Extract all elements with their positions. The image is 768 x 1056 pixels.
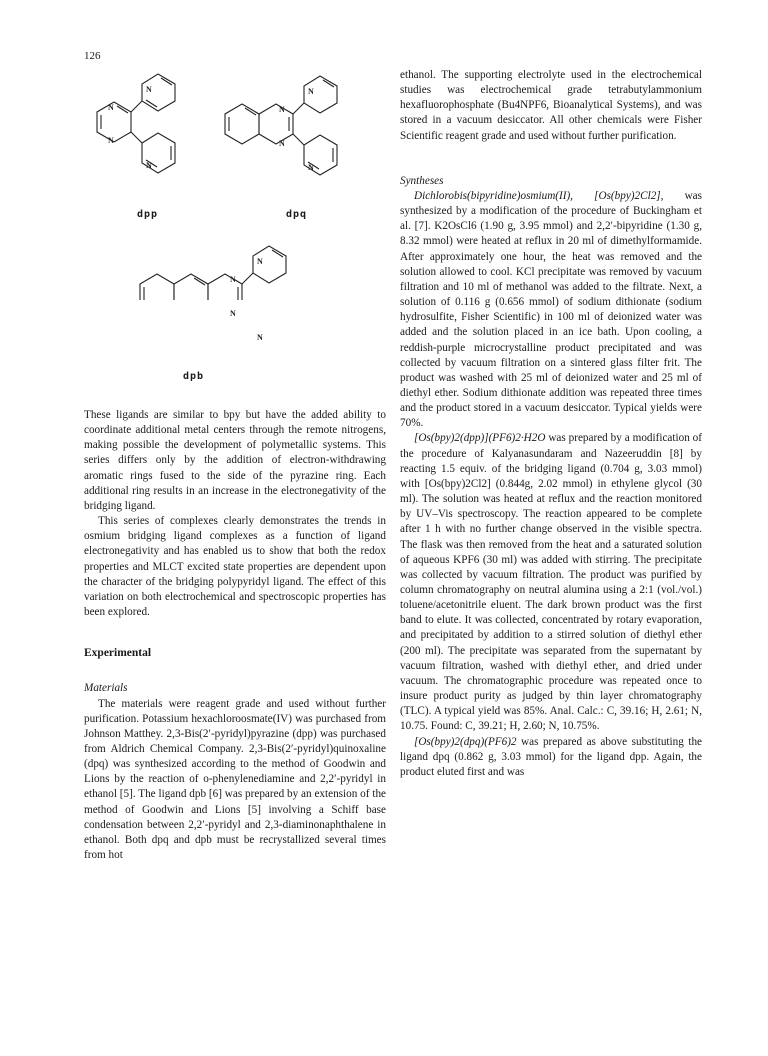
intro-paragraph-1: These ligands are similar to bpy but have the added ability to coordinate additional metal centers through the remote nitrogens, making possible the development of polymetallic systems. This series differs only by the addition of electron-withdrawing aromatic rings fused to the side of the pyrazine ring. Each additional ring results in an increase in the electronegativity of the bridging ligand. (84, 409, 386, 512)
compound-2-procedure: was prepared by a modification of the procedure of Kalyanasundaram and Nazeeruddin [8] by reacting 1.5 equiv. of the bridging ligand (0.704 g, 3.03 mmol) with [Os(bpy)2Cl2] (0.844g, 2.02 mmol) in ethylene glycol (30 ml). The solution was heated at reflux and the reaction monitored by UV–Vis spectroscopy. The reaction appeared to be complete after 1 h with no further change observed in the visible spectra. The flask was then removed from the heat and a saturated solution of aqueous KPF6 (30 ml) was added with stirring. The precipitate was collected by vacuum filtration. The product was purified by column chromatography on neutral alumina using a 2:1 (vol./vol.) toluene/acetonitrile eluent. The dark brown product was the first band to elute. It was collected, concentrated by rotary evaporation, and precipitated by addition to a stirred solution of diethyl ether (200 ml). The precipitate was separated from the supernatant by vacuum filtration, washed with diethyl ether, and dried under vacuum. The chromatographic procedure was repeated once to insure product purity as judged by thin layer chromatography (TLC). A typical yield was 85%. Anal. Calc.: C, 39.16; H, 2.61; N, 10.75. Found: C, 39.21; H, 2.60; N, 10.75%. (400, 432, 703, 733)
svg-text:N: N (108, 136, 114, 145)
dpb-label: dpb (183, 371, 205, 382)
compound-3-title: [Os(bpy)2(dpq)(PF6)2 (414, 735, 517, 748)
dpp-label: dpp (137, 209, 159, 220)
compound-1-title: Dichlorobis(bipyridine)osmium(II), [Os(bpy)2Cl2], (414, 189, 664, 202)
svg-text:N: N (308, 87, 314, 96)
electrolyte-paragraph: ethanol. The supporting electrolyte used in the electrochemical studies was electrochemical grade tetrabutylammonium hexafluorophosphate (Bu4NPF6, Bioanalytical Systems), and was stored in a vacuum desiccator. All other chemicals were Fisher Scientific reagent grade and used without further purification. (400, 69, 702, 142)
intro-paragraph-2: This series of complexes clearly demonstrates the trends in osmium bridging ligand complexes as a function of ligand electronegativity and has enabled us to show that both the redox properties and MLCT excited state properties are dependent upon the character of the bridging polypyridyl ligand. The effect of this variation on both electrochemical and spectroscopic properties has been explored. (84, 515, 386, 619)
left-column (84, 408, 386, 863)
subheading-materials: Materials (84, 682, 128, 695)
page-number: 126 (84, 50, 101, 62)
materials-paragraph: The materials were reagent grade and used without further purification. Potassium hexachloroosmate(IV) was purchased from Johnson Matthey. 2,3-Bis(2′-pyridyl)pyrazine (dpp) was purchased from Aldrich Chemical Company. 2,3-Bis(2′-pyridyl)quinoxaline (dpq) was synthesized according to the method of Goodwin and Lions by the reaction of o-phenylenediamine and 2,2′-pyridyl in ethanol [5]. The ligand dpb [6] was prepared by an extension of the method of Goodwin and Lions [5] involving a Schiff base condensation between 2,2′-pyridyl and 2,3-diaminonaphthalene in ethanol. Both dpq and dpb must be recrystallized several times from hot (84, 697, 386, 862)
section-heading-experimental: Experimental (84, 647, 152, 660)
compound-1-procedure: was synthesized by a modification of the procedure of Buckingham et al. [7]. K2OsCl6 (1.90 g, 3.95 mmol) and 2,2′-bipyridine (1.30 g, 8.32 mmol) were heated at reflux in 20 ml of dimethylformamide. After approximately one hour, the heat was removed and the solution allowed to cool. KCl precipitate was removed by vacuum filtration and 10 ml of methanol was added to the filtrate. Next, a solution of 0.116 g (0.656 mmol) of sodium dithionate (sodium hydrosulfite, Fisher Scientific) in 100 ml of deionized water was added and the solution placed in an ice bath. Upon cooling, a reddish-purple microcrystalline product precipitated and was collected by vacuum filtration on a sintered glass filter frit. The product was washed with 25 ml of deionized water and 25 ml of diethyl ether. Sodium dithionate addition was repeated three times and the product stored in a vacuum desiccator. Typical yields were 70%. (400, 189, 702, 430)
svg-text:N: N (257, 333, 263, 342)
svg-text:N: N (308, 163, 314, 172)
right-column (400, 68, 702, 780)
svg-text:N: N (230, 275, 236, 284)
subheading-syntheses: Syntheses (400, 174, 444, 187)
svg-text:N: N (230, 309, 236, 318)
svg-text:N: N (146, 85, 152, 94)
dpq-label: dpq (286, 209, 308, 220)
svg-text:N: N (279, 139, 285, 148)
svg-text:N: N (146, 161, 152, 170)
svg-text:N: N (279, 105, 285, 114)
compound-3-procedure: was prepared as above substituting the ligand dpq (0.862 g, 3.03 mmol) for the ligand dpp. Again, the product eluted first and was (400, 735, 703, 778)
svg-text:N: N (108, 103, 114, 112)
structure-atom-labels (0, 0, 400, 360)
svg-text:N: N (257, 257, 263, 266)
compound-2-title: [Os(bpy)2(dpp)](PF6)2·H2O (414, 432, 546, 445)
